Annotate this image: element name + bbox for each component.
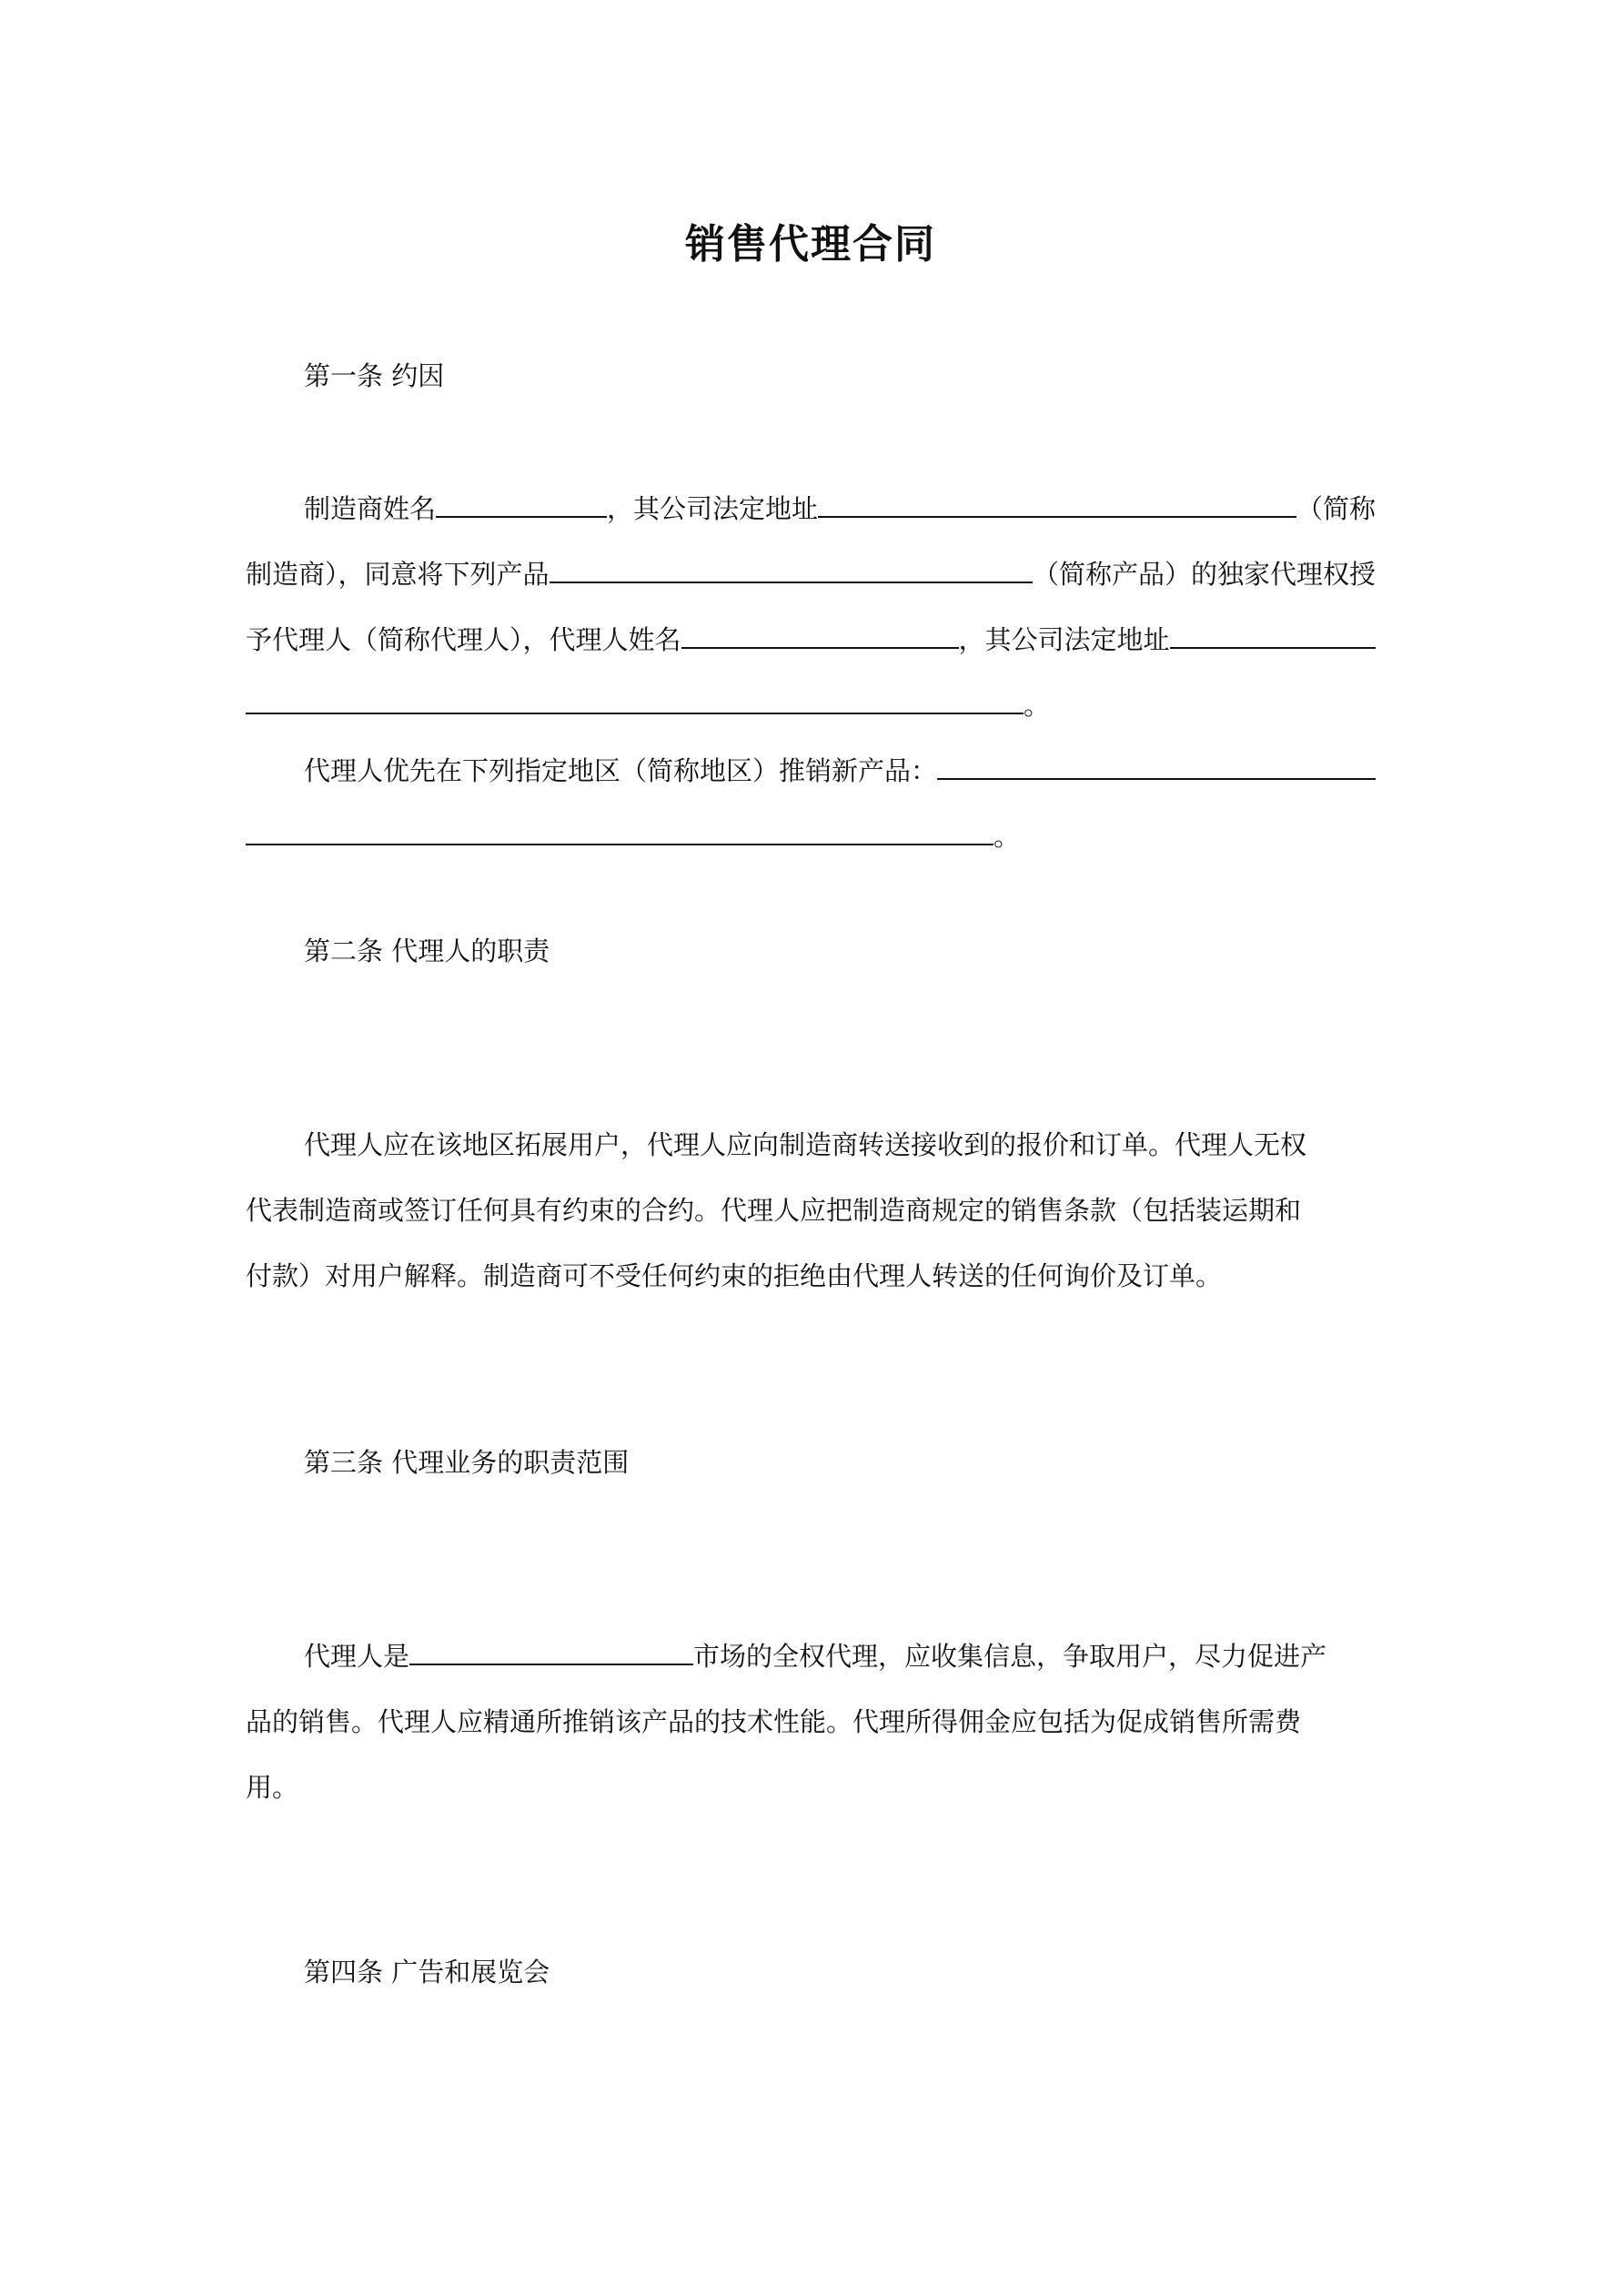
fill-in-blank-territory[interactable] — [937, 756, 1376, 780]
document-title: 销售代理合同 — [685, 221, 936, 268]
fill-in-blank-agent-address[interactable] — [1170, 625, 1376, 649]
section-1-paragraph-1 — [246, 476, 1376, 738]
text-line — [246, 476, 1376, 541]
section-1-paragraph-2 — [246, 738, 1376, 869]
text-line — [246, 607, 1376, 673]
section-2-paragraph — [246, 1112, 1376, 1309]
text-run: 代理人是 — [304, 1641, 410, 1672]
text-line — [246, 1623, 1376, 1689]
fill-in-blank-agent-name[interactable] — [681, 625, 959, 649]
text-line: 用。 — [246, 1772, 299, 1803]
text-line: 代理人应在该地区拓展用户，代理人应向制造商转送接收到的报价和订单。代理人无权 — [304, 1129, 1307, 1160]
fill-in-blank-territory-cont[interactable] — [246, 822, 994, 845]
text-run: （简称产品）的独家代理权授 — [1032, 559, 1376, 590]
text-run: ，其公司法定地址 — [958, 624, 1170, 655]
text-run: 予代理人（简称代理人），代理人姓名 — [246, 624, 681, 655]
text-line: 付款）对用户解释。制造商可不受任何约束的拒绝由代理人转送的任何询价及订单。 — [246, 1260, 1223, 1291]
text-run: 市场的全权代理，应收集信息，争取用户，尽力促进产 — [693, 1641, 1327, 1672]
text-line: 代表制造商或签订任何具有约束的合约。代理人应把制造商规定的销售条款（包括装运期和 — [246, 1195, 1302, 1226]
section-3-heading: 第三条 代理业务的职责范围 — [304, 1447, 630, 1478]
text-run: 。 — [1024, 690, 1051, 721]
section-2-heading: 第二条 代理人的职责 — [304, 936, 550, 966]
text-line: 品的销售。代理人应精通所推销该产品的技术性能。代理所得佣金应包括为促成销售所需费 — [246, 1706, 1302, 1737]
fill-in-blank-manufacturer-name[interactable] — [436, 494, 607, 518]
text-run: 。 — [994, 821, 1021, 852]
text-run: （简称 — [1296, 493, 1376, 524]
section-4-heading: 第四条 广告和展览会 — [304, 1957, 550, 1988]
fill-in-blank-manufacturer-address[interactable] — [818, 494, 1296, 518]
section-1-heading: 第一条 约因 — [304, 360, 445, 391]
text-run: ，其公司法定地址 — [607, 493, 819, 524]
text-run: 制造商姓名 — [304, 493, 437, 524]
text-run: 代理人优先在下列指定地区（简称地区）推销新产品： — [304, 755, 938, 786]
text-run: 制造商），同意将下列产品 — [246, 559, 550, 590]
section-3-paragraph — [246, 1623, 1376, 1820]
fill-in-blank-product[interactable] — [550, 560, 1033, 583]
fill-in-blank-agent-address-cont[interactable] — [246, 691, 1024, 714]
text-line — [246, 804, 1376, 869]
text-line — [246, 541, 1376, 607]
text-line — [246, 738, 1376, 804]
fill-in-blank-market[interactable] — [409, 1642, 693, 1665]
text-line — [246, 673, 1376, 738]
